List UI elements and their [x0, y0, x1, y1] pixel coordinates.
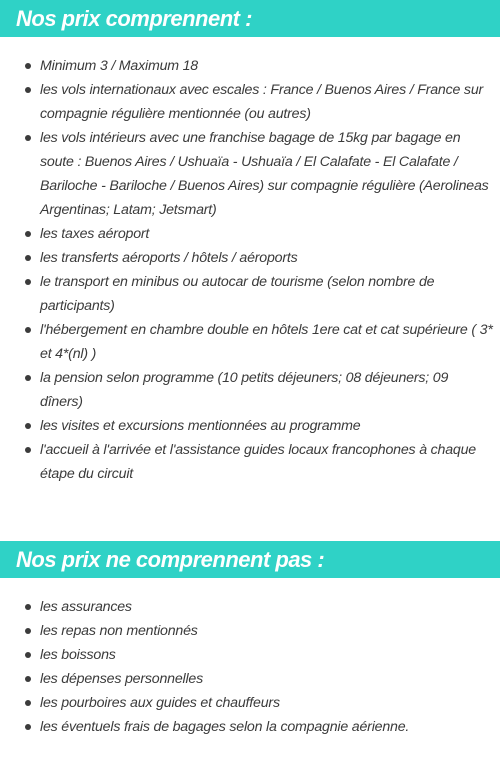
list-item — [40, 595, 494, 619]
list-item — [40, 270, 494, 318]
bullet-icon — [25, 628, 31, 634]
bullet-icon — [25, 279, 31, 285]
list-item — [40, 643, 494, 667]
list-item — [40, 222, 494, 246]
bullet-icon — [25, 375, 31, 381]
bullet-icon — [25, 135, 31, 141]
list-item-text: les vols intérieurs avec une franchise bagage de 15kg par bagage en soute : Buenos Aires / Ushuaïa - Ushuaïa / El Calafate - El Calafate / Bariloche - Bariloche / Buenos Aires) sur compagnie régulière (Aerolineas Argentinas; Latam; Jetsmart) — [40, 130, 489, 218]
list-item — [40, 715, 494, 739]
list-item — [40, 78, 494, 126]
list-item — [40, 126, 494, 222]
list-item — [40, 691, 494, 715]
list-item — [40, 54, 494, 78]
included-section-heading: Nos prix comprennent : — [0, 0, 500, 37]
list-item — [40, 667, 494, 691]
bullet-icon — [25, 724, 31, 730]
excluded-list — [0, 578, 500, 739]
list-item-text: le transport en minibus ou autocar de tourisme (selon nombre de participants) — [40, 274, 435, 314]
bullet-icon — [25, 255, 31, 261]
list-item-text: l'accueil à l'arrivée et l'assistance guides locaux francophones à chaque étape du circuit — [40, 442, 476, 482]
list-item-text: les vols internationaux avec escales : France / Buenos Aires / France sur compagnie régulière mentionnée (ou autres) — [40, 82, 484, 122]
bullet-icon — [25, 87, 31, 93]
list-item-text: les transferts aéroports / hôtels / aéroports — [40, 250, 298, 266]
bullet-icon — [25, 652, 31, 658]
list-item-text: Minimum 3 / Maximum 18 — [40, 58, 199, 74]
list-item-text: les dépenses personnelles — [40, 671, 203, 687]
bullet-icon — [25, 604, 31, 610]
list-item-text: les repas non mentionnés — [40, 623, 198, 639]
list-item-text: les assurances — [40, 599, 132, 615]
list-item — [40, 366, 494, 414]
bullet-icon — [25, 423, 31, 429]
list-item — [40, 619, 494, 643]
list-item-text: les éventuels frais de bagages selon la compagnie aérienne. — [40, 719, 410, 735]
bullet-icon — [25, 700, 31, 706]
included-list — [0, 37, 500, 486]
bullet-icon — [25, 676, 31, 682]
list-item — [40, 246, 494, 270]
list-item-text: l'hébergement en chambre double en hôtels 1ere cat et cat supérieure ( 3* et 4*(nl) ) — [40, 322, 493, 362]
excluded-section-heading: Nos prix ne comprennent pas : — [0, 541, 500, 578]
list-item-text: la pension selon programme (10 petits déjeuners; 08 déjeuners; 09 dîners) — [40, 370, 449, 410]
list-item-text: les pourboires aux guides et chauffeurs — [40, 695, 280, 711]
bullet-icon — [25, 327, 31, 333]
bullet-icon — [25, 231, 31, 237]
list-item-text: les boissons — [40, 647, 116, 663]
list-item-text: les taxes aéroport — [40, 226, 150, 242]
list-item — [40, 438, 494, 486]
list-item — [40, 318, 494, 366]
bullet-icon — [25, 447, 31, 453]
bullet-icon — [25, 63, 31, 69]
list-item — [40, 414, 494, 438]
list-item-text: les visites et excursions mentionnées au programme — [40, 418, 361, 434]
